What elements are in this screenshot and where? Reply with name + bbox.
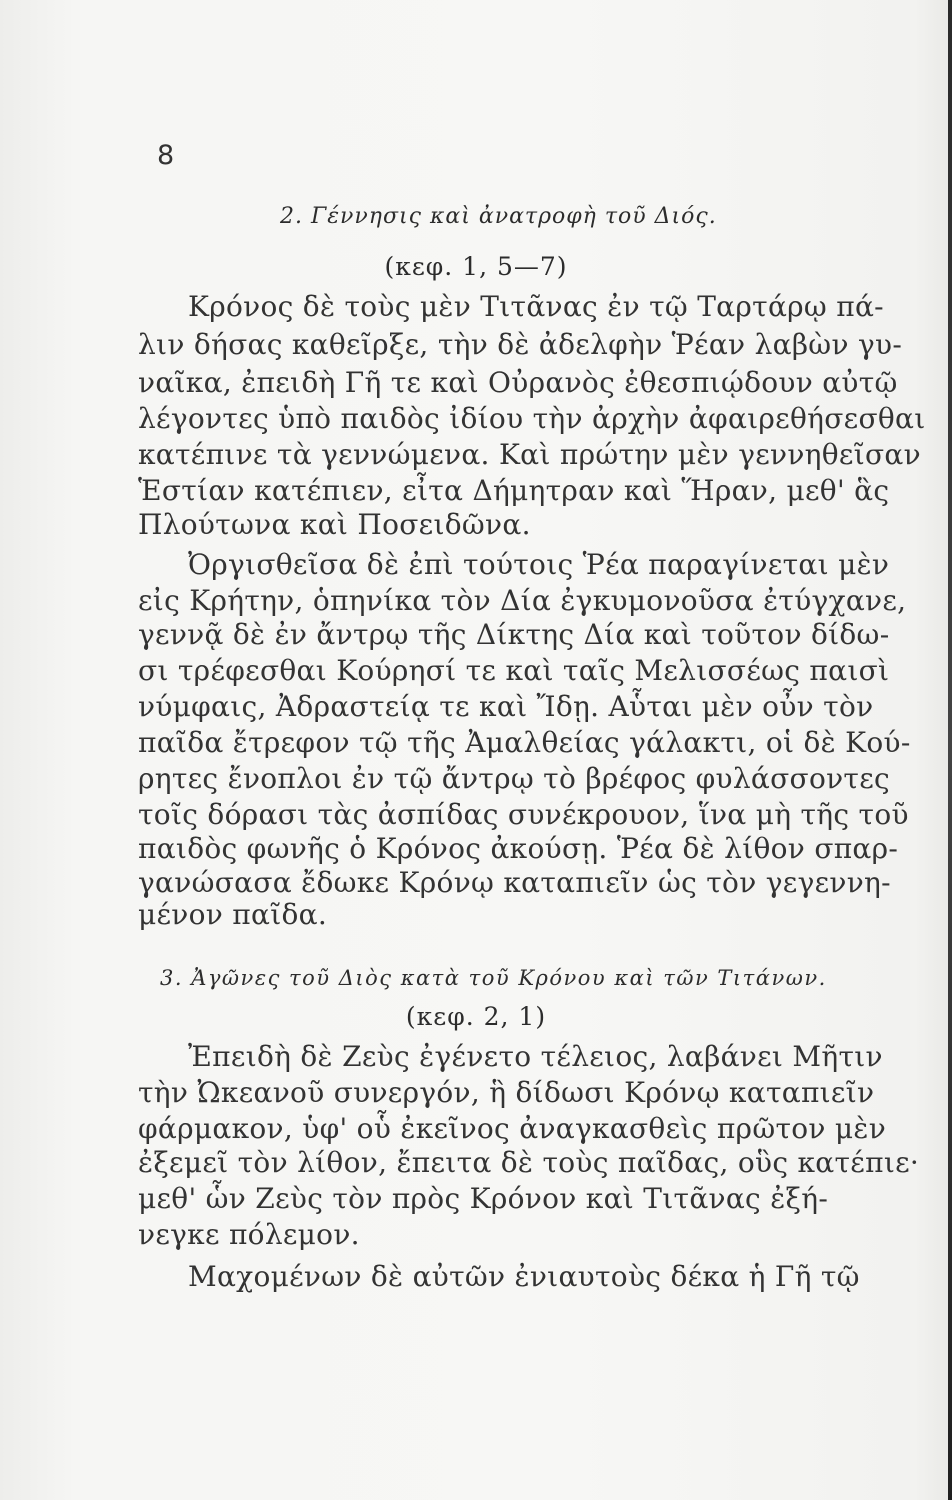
section-2-reference: (κεφ. 1, 5—7) [384, 252, 568, 281]
section-2-line: Ἑστίαν κατέπιεν, εἶτα Δήμητραν καὶ Ἥραν, μεθ' ἃς [138, 474, 890, 507]
section-3-title: 3. Ἀγῶνες τοῦ Διὸς κατὰ τοῦ Κρόνου καὶ τῶν Τιτάνων. [160, 966, 827, 990]
section-2-line: Πλούτωνα καὶ Ποσειδῶνα. [138, 508, 531, 541]
section-2-line: Κρόνος δὲ τοὺς μὲν Τιτᾶνας ἐν τῷ Ταρτάρῳ πά- [188, 290, 884, 323]
section-2-line: ρητες ἔνοπλοι ἐν τῷ ἄντρῳ τὸ βρέφος φυλάσσοντες [138, 762, 890, 795]
section-2-line: σι τρέφεσθαι Κούρησί τε καὶ ταῖς Μελισσέως παισὶ [138, 654, 890, 687]
section-2-line: λέγοντες ὑπὸ παιδὸς ἰδίου τὴν ἀρχὴν ἀφαιρεθήσεσθαι [138, 402, 926, 435]
section-3-line: Ἐπειδὴ δὲ Ζεὺς ἐγένετο τέλειος, λαβάνει Μῆτιν [188, 1040, 883, 1073]
page-number: 8 [157, 140, 175, 171]
page-edge-shadow [948, 0, 952, 1500]
section-2-line: παιδὸς φωνῆς ὁ Κρόνος ἀκούσῃ. Ῥέα δὲ λίθον σπαρ- [138, 832, 899, 865]
section-3-line: τὴν Ὠκεανοῦ συνεργόν, ἣ δίδωσι Κρόνῳ καταπιεῖν [138, 1076, 875, 1109]
section-3-reference: (κεφ. 2, 1) [405, 1002, 547, 1031]
section-2-line: Ὀργισθεῖσα δὲ ἐπὶ τούτοις Ῥέα παραγίνεται μὲν [188, 548, 890, 581]
section-2-line: λιν δήσας καθεῖρξε, τὴν δὲ ἀδελφὴν Ῥέαν λαβὼν γυ- [138, 328, 903, 361]
section-2-line: νύμφαις, Ἀδραστείᾳ τε καὶ Ἴδῃ. Αὗται μὲν οὖν τὸν [138, 690, 874, 723]
section-3-line: νεγκε πόλεμον. [138, 1218, 360, 1251]
section-3-line: ἐξεμεῖ τὸν λίθον, ἔπειτα δὲ τοὺς παῖδας, οὓς κατέπιε· [138, 1146, 920, 1179]
section-2-line: ναῖκα, ἐπειδὴ Γῆ τε καὶ Οὐρανὸς ἐθεσπιῴδουν αὐτῷ [138, 366, 898, 399]
section-3-line: Μαχομένων δὲ αὐτῶν ἐνιαυτοὺς δέκα ἡ Γῆ τῷ [188, 1260, 860, 1293]
section-2-line: εἰς Κρήτην, ὁπηνίκα τὸν Δία ἐγκυμονοῦσα ἐτύγχανε, [138, 584, 907, 617]
section-2-line: γανώσασα ἔδωκε Κρόνῳ καταπιεῖν ὡς τὸν γεγεννη- [138, 866, 891, 899]
section-2-line: γεννᾷ δὲ ἐν ἄντρῳ τῆς Δίκτης Δία καὶ τοῦτον δίδω- [138, 618, 890, 651]
section-2-title: 2. Γέννησις καὶ ἀνατροφὴ τοῦ Διός. [280, 204, 717, 229]
section-3-line: μεθ' ὧν Ζεὺς τὸν πρὸς Κρόνον καὶ Τιτᾶνας ἐξή- [138, 1182, 829, 1215]
section-3-line: φάρμακον, ὑφ' οὗ ἐκεῖνος ἀναγκασθεὶς πρῶτον μὲν [138, 1112, 887, 1145]
section-2-line: κατέπινε τὰ γεννώμενα. Καὶ πρώτην μὲν γεννηθεῖσαν [138, 438, 921, 471]
section-2-line: παῖδα ἔτρεφον τῷ τῆς Ἀμαλθείας γάλακτι, οἱ δὲ Κού- [138, 726, 911, 759]
section-2-line: τοῖς δόρασι τὰς ἀσπίδας συνέκρουον, ἵνα μὴ τῆς τοῦ [138, 798, 909, 831]
section-2-line: μένον παῖδα. [138, 898, 328, 931]
